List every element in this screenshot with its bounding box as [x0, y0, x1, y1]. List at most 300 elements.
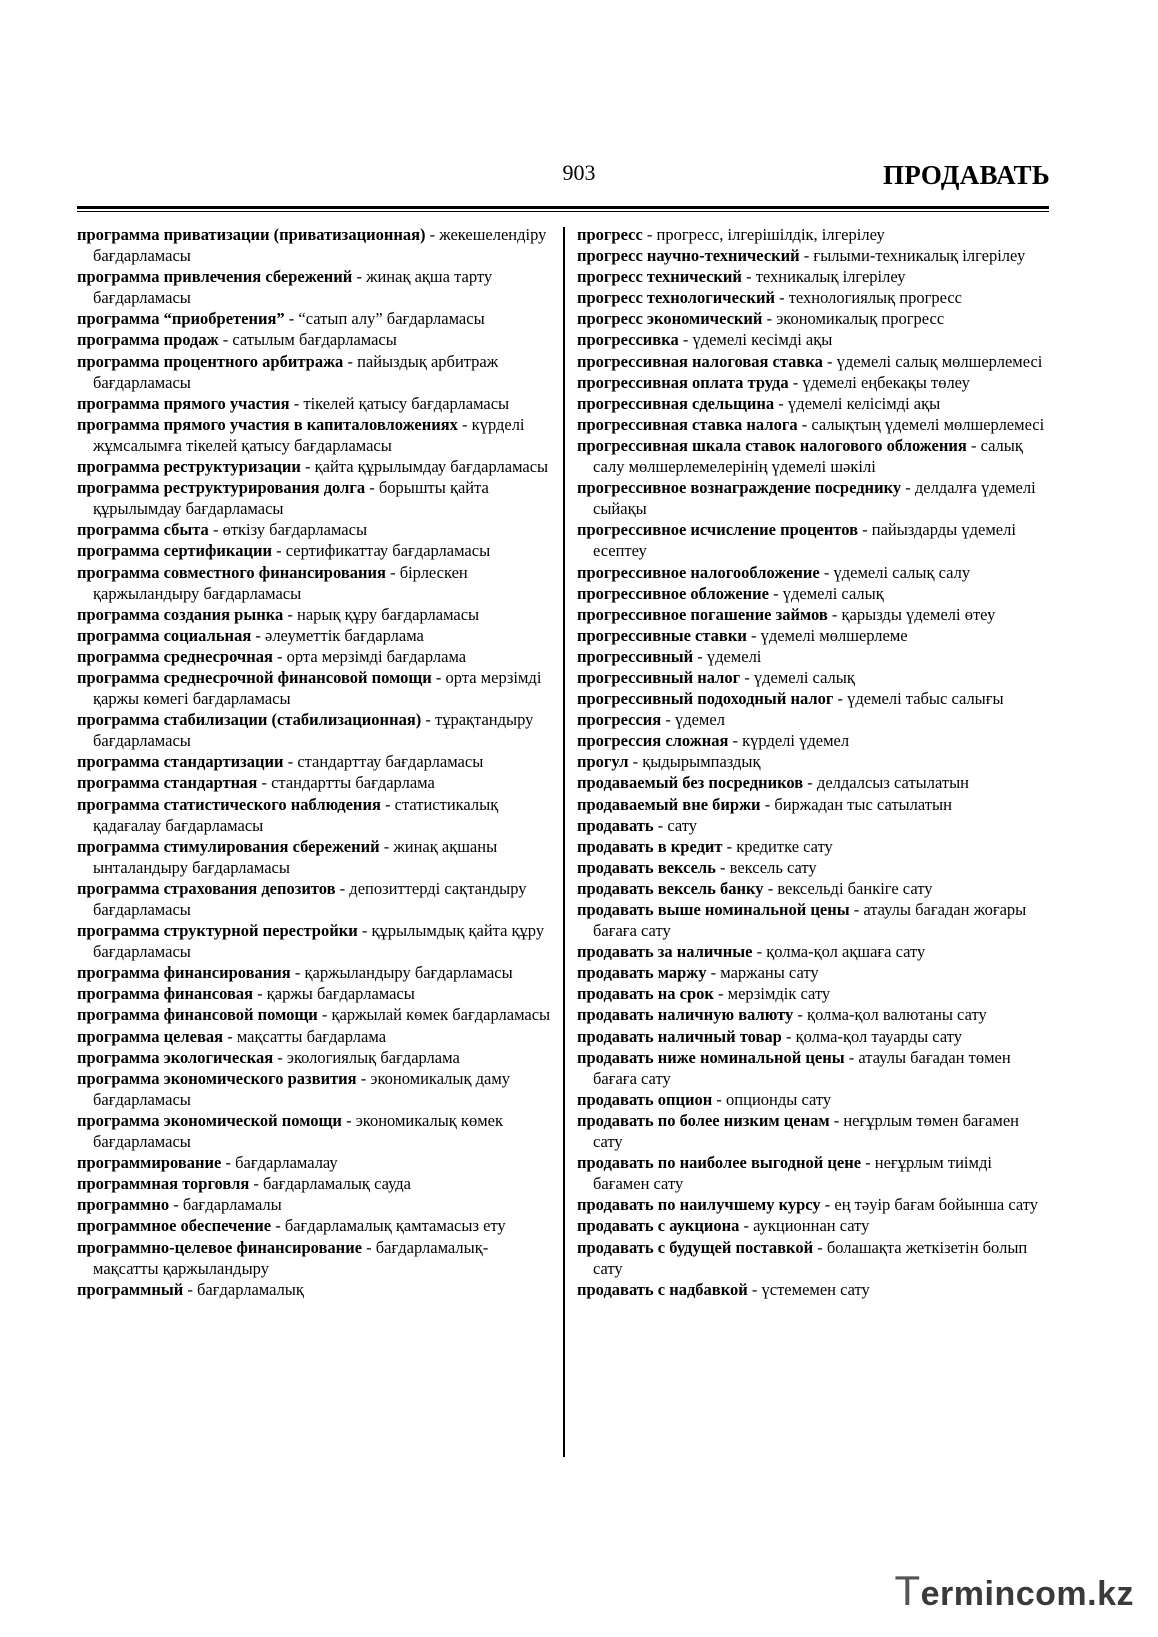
entry-term: продавать выше номинальной цены	[577, 900, 850, 919]
dictionary-entry	[77, 709, 551, 751]
entry-definition: вексельді банкіге сату	[777, 878, 933, 898]
entry-term: продавать по наилучшему курсу	[577, 1195, 821, 1215]
entry-term: продавать за наличные	[577, 942, 753, 962]
entry-term: программа финансирования	[77, 963, 291, 983]
entry-separator: -	[829, 1110, 844, 1130]
entry-definition: қаржы бағдарламасы	[266, 984, 415, 1004]
entry-term: программа сертификации	[77, 541, 272, 561]
dictionary-entry	[577, 899, 1051, 941]
entry-separator: -	[822, 351, 837, 371]
entry-definition: үдемелі табыс салығы	[847, 689, 1004, 709]
dictionary-entry	[577, 857, 1051, 878]
entry-definition: вексель сату	[729, 857, 817, 877]
entry-definition: әлеуметтік бағдарлама	[265, 625, 424, 645]
entry-separator: -	[774, 288, 789, 308]
termincom-watermark-logo: Termincom.kz	[894, 1567, 1134, 1614]
entry-separator: -	[678, 330, 693, 350]
entry-term: программа реструктурирования долга	[77, 478, 366, 498]
dictionary-entry	[577, 1152, 1051, 1194]
dictionary-entry	[77, 1026, 551, 1047]
entry-separator: -	[849, 900, 864, 919]
dictionary-entry	[77, 751, 551, 772]
entry-definition: неғұрлым тиімді бағамен сату	[593, 1153, 992, 1194]
entry-separator: -	[861, 1153, 875, 1173]
dictionary-entry	[577, 794, 1051, 815]
dictionary-entry	[577, 435, 1051, 477]
entry-term: программа сбыта	[77, 520, 209, 540]
entry-separator: -	[223, 1026, 237, 1046]
entry-term: программа привлечения сбережений	[77, 267, 353, 287]
entry-definition: үдемелі салық	[753, 667, 855, 687]
entry-term: прогрессивная оплата труда	[577, 372, 789, 392]
entry-term: прогрессивная шкала ставок налогового обложения	[577, 435, 967, 455]
entry-definition: үдемелі салық	[782, 583, 884, 603]
dictionary-entry	[577, 351, 1051, 372]
entry-definition: үдемелі салық салу	[833, 562, 971, 582]
entry-definition: үдемел	[674, 710, 725, 730]
dictionary-entry	[577, 941, 1051, 962]
entry-separator: -	[844, 1047, 859, 1067]
entry-definition: тікелей қатысу бағдарламасы	[303, 393, 510, 413]
dictionary-entry	[77, 1068, 551, 1110]
entry-definition: маржаны сату	[720, 963, 819, 983]
entry-definition: нарық құру бағдарламасы	[296, 604, 480, 624]
entry-separator: -	[793, 1005, 808, 1025]
entry-separator: -	[289, 393, 304, 413]
column-divider	[563, 227, 565, 1457]
entry-definition: үдемелі келісімді ақы	[787, 393, 941, 413]
entry-definition: бағдарламалық	[196, 1279, 304, 1299]
entry-separator: -	[799, 246, 814, 266]
entry-definition: құрылымдық қайта құру бағдарламасы	[93, 921, 545, 962]
entry-term: программно-целевое финансирование	[77, 1237, 363, 1257]
entry-definition: стандартты бағдарлама	[271, 773, 435, 793]
entry-separator: -	[341, 1110, 356, 1130]
entry-term: прогресс научно-технический	[577, 246, 800, 266]
header-rule-thin	[77, 211, 1049, 212]
entry-separator: -	[827, 604, 842, 624]
entry-separator: -	[356, 1068, 371, 1088]
entry-term: прогрессивное налогообложение	[577, 562, 820, 582]
entry-separator: -	[169, 1195, 183, 1215]
entry-separator: -	[788, 372, 803, 392]
entry-definition: жинақ ақшаны ынталандыру бағдарламасы	[93, 836, 498, 877]
entry-term: продавать опцион	[577, 1089, 713, 1109]
entry-term: прогрессивная ставка налога	[577, 414, 798, 434]
entry-term: программа экологическая	[77, 1047, 274, 1067]
entry-separator: -	[760, 794, 775, 814]
entry-separator: -	[221, 1153, 236, 1173]
entry-separator: -	[762, 309, 777, 329]
dictionary-entry	[77, 224, 551, 266]
entry-definition: депозиттерді сақтандыру бағдарламасы	[93, 878, 527, 919]
dictionary-entry	[577, 688, 1051, 709]
entry-separator: -	[653, 815, 668, 835]
entry-definition: қаржыландыру бағдарламасы	[304, 963, 513, 983]
entry-term: программа экономического развития	[77, 1068, 357, 1088]
entry-separator: -	[385, 562, 400, 582]
entry-term: прогресс экономический	[577, 309, 763, 329]
entry-definition: атаулы бағадан төмен бағаға сату	[593, 1047, 1011, 1088]
entry-term: прогрессивное исчисление процентов	[577, 520, 858, 540]
entry-term: прогрессивка	[577, 330, 679, 350]
entry-term: программа создания рынка	[77, 604, 284, 624]
entry-definition: күрделі үдемел	[742, 731, 850, 751]
entry-separator: -	[271, 541, 286, 561]
dictionary-entry	[577, 224, 1051, 245]
entry-definition: салықтың үдемелі мөлшерлемесі	[811, 414, 1045, 434]
dictionary-entry	[77, 414, 551, 456]
entry-term: программа страхования депозитов	[77, 878, 336, 898]
entry-separator: -	[901, 478, 915, 498]
entry-definition: қайта құрылымдау бағдарламасы	[314, 457, 549, 477]
entry-separator: -	[290, 963, 305, 983]
dictionary-entry	[577, 751, 1051, 772]
entry-separator: -	[283, 752, 298, 772]
entry-definition: қаржылай көмек бағдарламасы	[331, 1005, 551, 1025]
entry-separator: -	[365, 478, 379, 498]
entry-term: программа финансовой помощи	[77, 1005, 318, 1025]
entry-term: программа экономической помощи	[77, 1110, 342, 1130]
entry-term: программа стимулирования сбережений	[77, 836, 380, 856]
entry-term: программа “приобретения”	[77, 309, 285, 329]
dictionary-entry	[77, 1215, 551, 1236]
entry-definition: бағдарламалық қамтамасыз ету	[284, 1216, 506, 1236]
entry-definition: биржадан тыс сатылатын	[774, 794, 952, 814]
entry-separator: -	[857, 520, 872, 540]
left-column	[77, 224, 551, 1300]
dictionary-entry	[77, 393, 551, 414]
entry-term: программа прямого участия	[77, 393, 290, 413]
entry-separator: -	[741, 267, 756, 287]
entry-separator: -	[713, 984, 728, 1004]
entry-separator: -	[763, 878, 778, 898]
entry-term: программа стандартная	[77, 773, 258, 793]
entry-separator: -	[257, 773, 272, 793]
dictionary-entry	[77, 646, 551, 667]
entry-term: программная торговля	[77, 1174, 250, 1194]
dictionary-entry	[577, 245, 1051, 266]
entry-definition: ғылыми-техникалық ілгерілеу	[813, 246, 1026, 266]
entry-term: продавать маржу	[577, 963, 707, 983]
entry-definition: қыдырымпаздық	[642, 752, 761, 772]
entry-definition: опционды сату	[726, 1089, 832, 1109]
entry-definition: орта мерзімді бағдарлама	[286, 646, 467, 666]
entry-definition: бірлескен қаржыландыру бағдарламасы	[93, 562, 468, 603]
dictionary-entry	[577, 646, 1051, 667]
entry-separator: -	[833, 689, 848, 709]
dictionary-entry	[77, 836, 551, 878]
entry-term: программа целевая	[77, 1026, 224, 1046]
entry-definition: үдемелі еңбекақы төлеу	[802, 372, 970, 392]
entry-separator: -	[813, 1237, 827, 1257]
entry-separator: -	[284, 309, 299, 329]
entry-term: прогрессивная сдельщина	[577, 393, 775, 413]
dictionary-entry	[77, 1004, 551, 1025]
dictionary-entry	[577, 1004, 1051, 1025]
entry-term: продавать в кредит	[577, 836, 723, 856]
entry-separator: -	[661, 710, 675, 730]
dictionary-entry	[77, 1279, 551, 1300]
entry-separator: -	[251, 625, 265, 645]
dictionary-entry	[77, 1237, 551, 1279]
dictionary-entry	[77, 1047, 551, 1068]
entry-definition: ең тәуір бағам бойынша сату	[834, 1195, 1038, 1215]
dictionary-entry	[577, 308, 1051, 329]
entry-definition: мерзімдік сату	[727, 984, 831, 1004]
entry-term: программа стабилизации (стабилизационная)	[77, 710, 422, 730]
entry-separator: -	[740, 667, 754, 687]
dictionary-entry	[77, 562, 551, 604]
entry-definition: пайыздық арбитраж бағдарламасы	[93, 351, 499, 392]
dictionary-entry	[577, 1047, 1051, 1089]
dictionary-entry	[577, 1194, 1051, 1215]
dictionary-entry	[77, 351, 551, 393]
entry-term: прогрессивный	[577, 646, 694, 666]
entry-term: программа среднесрочная	[77, 646, 273, 666]
entry-term: программа структурной перестройки	[77, 921, 358, 941]
entry-definition: делдалға үдемелі сыйақы	[593, 478, 1036, 519]
dictionary-entry	[77, 1152, 551, 1173]
entry-definition: бағдарламалық-мақсатты қаржыландыру	[93, 1237, 489, 1278]
entry-definition: экологиялық бағдарлама	[286, 1047, 460, 1067]
entry-separator: -	[380, 794, 395, 814]
entry-term: прогрессивный подоходный налог	[577, 689, 834, 709]
entry-term: продавать по наиболее выгодной цене	[577, 1153, 862, 1173]
entry-definition: салық салу мөлшерлемелерінің үдемелі шәкілі	[593, 435, 1023, 477]
entry-term: прогрессия сложная	[577, 731, 729, 751]
entry-separator: -	[218, 330, 233, 350]
dictionary-entry	[577, 1237, 1051, 1279]
entry-definition: кредитке сату	[736, 836, 833, 856]
entry-definition: бағдарламалы	[182, 1195, 282, 1215]
dictionary-entry	[77, 1110, 551, 1152]
dictionary-entry	[77, 962, 551, 983]
entry-term: программа реструктуризации	[77, 457, 301, 477]
dictionary-entry	[77, 794, 551, 836]
dictionary-entry	[577, 287, 1051, 308]
entry-separator: -	[693, 646, 707, 666]
entry-definition: бағдарламалау	[235, 1153, 338, 1173]
entry-definition: “сатып алу” бағдарламасы	[298, 309, 485, 329]
entry-definition: үстемемен сату	[761, 1279, 870, 1299]
dictionary-entry	[577, 1279, 1051, 1300]
entry-term: продавать с надбавкой	[577, 1279, 748, 1299]
entry-definition: техникалық ілгерілеу	[755, 267, 906, 287]
dictionary-entry	[77, 983, 551, 1004]
entry-term: продавать на срок	[577, 984, 714, 1004]
entry-term: программно	[77, 1195, 170, 1215]
entry-term: программа прямого участия в капиталовложениях	[77, 414, 458, 434]
dictionary-entry	[77, 308, 551, 329]
entry-separator: -	[457, 414, 472, 434]
entry-definition: неғұрлым төмен бағамен сату	[593, 1110, 1020, 1152]
entry-term: прогрессивная налоговая ставка	[577, 351, 823, 371]
header-rule-thick	[77, 206, 1049, 209]
entry-separator: -	[352, 267, 367, 287]
entry-definition: қолма-қол ақшаға сату	[766, 942, 926, 962]
entry-term: прогрессия	[577, 710, 662, 730]
entry-separator: -	[803, 773, 817, 793]
entry-term: программа совместного финансирования	[77, 562, 386, 582]
dictionary-entry	[577, 836, 1051, 857]
entry-separator: -	[283, 604, 297, 624]
entry-separator: -	[272, 646, 287, 666]
entry-definition: делдалсыз сатылатын	[816, 773, 969, 793]
entry-separator: -	[820, 1195, 835, 1215]
entry-definition: қолма-қол валютаны сату	[807, 1005, 987, 1025]
entry-term: прогресс технологический	[577, 288, 775, 308]
dictionary-entry	[577, 329, 1051, 350]
entry-separator: -	[712, 1089, 727, 1109]
entry-term: программа стандартизации	[77, 752, 284, 772]
entry-term: продаваемый без посредников	[577, 773, 804, 793]
page-number: 903	[562, 160, 596, 185]
entry-term: продавать наличную валюту	[577, 1005, 794, 1025]
entry-definition: сертификаттау бағдарламасы	[285, 541, 491, 561]
entry-term: программа процентного арбитража	[77, 351, 344, 371]
dictionary-entry	[577, 562, 1051, 583]
entry-separator: -	[728, 731, 743, 751]
entry-definition: экономикалық көмек бағдарламасы	[93, 1110, 503, 1152]
entry-definition: қарызды үдемелі өтеу	[841, 604, 996, 624]
entry-definition: аукционнан сату	[753, 1216, 870, 1236]
dictionary-entry	[577, 583, 1051, 604]
entry-term: прогул	[577, 752, 629, 772]
entry-definition: үдемелі	[706, 646, 762, 666]
entry-separator: -	[781, 1026, 796, 1046]
entry-term: прогресс технический	[577, 267, 742, 287]
dictionary-entry	[577, 1026, 1051, 1047]
dictionary-entry	[77, 477, 551, 519]
dictionary-entry	[77, 920, 551, 962]
entry-definition: болашақта жеткізетін болып сату	[593, 1237, 1028, 1278]
entry-term: продавать	[577, 815, 654, 835]
entry-definition: үдемелі салық мөлшерлемесі	[836, 351, 1043, 371]
entry-separator: -	[249, 1174, 264, 1194]
entry-definition: борышты қайта құрылымдау бағдарламасы	[93, 478, 489, 519]
entry-definition: атаулы бағадан жоғары бағаға сату	[593, 900, 1027, 941]
dictionary-entry	[77, 667, 551, 709]
dictionary-entry	[577, 1110, 1051, 1152]
entry-term: прогрессивное обложение	[577, 583, 769, 603]
dictionary-entry	[577, 1215, 1051, 1236]
entry-definition: тұрақтандыру бағдарламасы	[93, 710, 534, 751]
dictionary-entry	[77, 540, 551, 561]
entry-term: прогрессивные ставки	[577, 625, 747, 645]
dictionary-entry	[77, 604, 551, 625]
entry-term: программа социальная	[77, 625, 252, 645]
entry-separator: -	[343, 351, 358, 371]
dictionary-entry	[577, 730, 1051, 751]
entry-separator: -	[769, 583, 783, 603]
dictionary-entry	[77, 266, 551, 308]
entry-term: продавать по более низким ценам	[577, 1110, 830, 1130]
dictionary-entry	[577, 709, 1051, 730]
dictionary-entry	[577, 983, 1051, 1004]
entry-separator: -	[431, 667, 446, 687]
dictionary-entry	[577, 393, 1051, 414]
entry-separator: -	[379, 836, 394, 856]
entry-definition: сатылым бағдарламасы	[232, 330, 397, 350]
entry-term: продаваемый вне биржи	[577, 794, 761, 814]
entry-separator: -	[425, 225, 440, 244]
entry-separator: -	[362, 1237, 376, 1257]
dictionary-entry	[577, 414, 1051, 435]
entry-term: продавать вексель	[577, 857, 716, 877]
entry-term: прогресс	[577, 225, 643, 244]
entry-term: продавать с аукциона	[577, 1216, 740, 1236]
entry-term: программа среднесрочной финансовой помощи	[77, 667, 432, 687]
entry-separator: -	[357, 921, 372, 941]
dictionary-entry	[577, 815, 1051, 836]
dictionary-entry	[577, 962, 1051, 983]
entry-definition: үдемелі мөлшерлеме	[760, 625, 908, 645]
entry-term: программное обеспечение	[77, 1216, 272, 1236]
entry-term: программирование	[77, 1153, 222, 1173]
entry-separator: -	[739, 1216, 754, 1236]
entry-definition: технологиялық прогресс	[788, 288, 963, 308]
running-header-word: ПРОДАВАТЬ	[882, 160, 1050, 190]
entry-term: прогрессивное вознаграждение посреднику	[577, 478, 902, 498]
entry-term: программа приватизации (приватизационная)	[77, 225, 426, 244]
entry-definition: жинақ ақша тарту бағдарламасы	[93, 267, 493, 308]
entry-separator: -	[715, 857, 730, 877]
entry-separator: -	[335, 878, 350, 898]
entry-separator: -	[300, 457, 315, 477]
entry-separator: -	[966, 435, 981, 455]
entry-definition: орта мерзімді қаржы көмегі бағдарламасы	[93, 667, 542, 709]
dictionary-entry	[577, 667, 1051, 688]
dictionary-entry	[577, 604, 1051, 625]
dictionary-entry	[77, 519, 551, 540]
dictionary-entry	[577, 372, 1051, 393]
dictionary-entry	[577, 266, 1051, 287]
entry-definition: жекешелендіру бағдарламасы	[93, 225, 547, 266]
entry-definition: экономикалық даму бағдарламасы	[93, 1068, 511, 1109]
entry-separator: -	[642, 225, 657, 244]
dictionary-entry	[77, 772, 551, 793]
entry-term: продавать вексель банку	[577, 878, 764, 898]
entry-separator: -	[253, 984, 267, 1004]
entry-separator: -	[706, 963, 721, 983]
dictionary-entry	[77, 878, 551, 920]
entry-term: продавать с будущей поставкой	[577, 1237, 814, 1257]
dictionary-entry	[577, 519, 1051, 561]
entry-separator: -	[628, 752, 643, 772]
entry-definition: стандарттау бағдарламасы	[297, 752, 484, 772]
dictionary-entry	[577, 1089, 1051, 1110]
dictionary-entry	[577, 772, 1051, 793]
dictionary-entry	[77, 625, 551, 646]
entry-definition: күрделі жұмсалымға тікелей қатысу бағдарламасы	[93, 414, 525, 455]
entry-term: программа финансовая	[77, 984, 254, 1004]
entry-term: программный	[77, 1279, 184, 1299]
entry-separator: -	[747, 1279, 762, 1299]
dictionary-entry	[577, 625, 1051, 646]
entry-definition: пайыздарды үдемелі есептеу	[593, 520, 1016, 561]
dictionary-entry	[577, 477, 1051, 519]
entry-definition: өткізу бағдарламасы	[222, 520, 368, 540]
entry-definition: прогресс, ілгерішілдік, ілгерілеу	[656, 225, 885, 244]
entry-separator: -	[183, 1279, 197, 1299]
entry-separator: -	[746, 625, 761, 645]
entry-definition: қолма-қол тауарды сату	[795, 1026, 962, 1046]
dictionary-entry	[77, 1173, 551, 1194]
entry-separator: -	[722, 836, 737, 856]
entry-term: продавать ниже номинальной цены	[577, 1047, 845, 1067]
dictionary-entry	[77, 1194, 551, 1215]
